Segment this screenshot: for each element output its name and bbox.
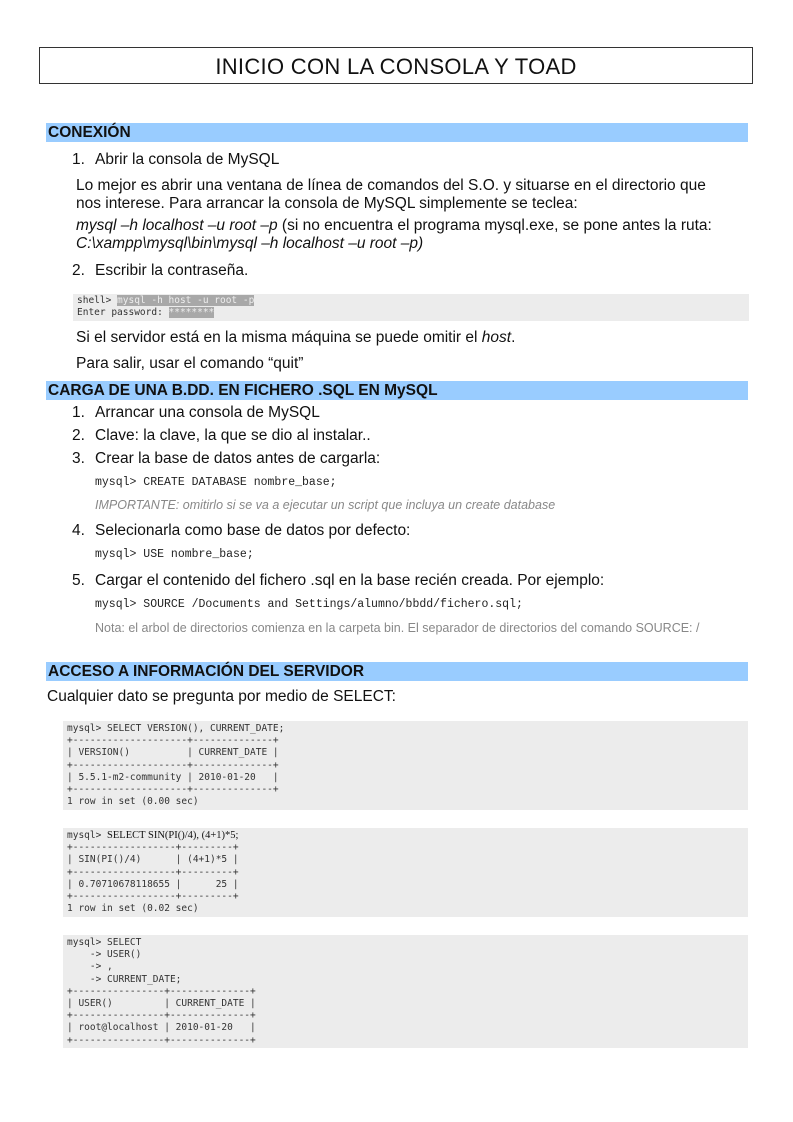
code-block-shell xyxy=(73,294,749,321)
section-header-conexion: CONEXIÓN xyxy=(46,123,748,142)
host-period: . xyxy=(511,329,516,346)
list-item: Escribir la contraseña. xyxy=(95,262,249,279)
code-block-version: mysql> SELECT VERSION(), CURRENT_DATE; +--------------------+--------------+ | VERSION() | CURRENT_DATE | +--------------------+--------------+ | 5.5.1-m2-community | 2010-01-20 | +--------------------+--------------+ 1 row in set (0.00 sec) xyxy=(63,721,748,810)
directory-note: Nota: el arbol de directorios comienza en la carpeta bin. El separador de directorios del comando SOURCE: / xyxy=(95,621,700,635)
list-item: Crear la base de datos antes de cargarla: xyxy=(95,450,381,467)
paragraph-line: nos interese. Para arrancar la consola de MySQL simplemente se teclea: xyxy=(76,195,578,212)
list-item: Cargar el contenido del fichero .sql en la base recién creada. Por ejemplo: xyxy=(95,572,605,589)
command-text: mysql –h localhost –u root –p xyxy=(76,217,278,234)
list-number: 5. xyxy=(72,572,85,589)
sql-command: mysql> CREATE DATABASE nombre_base; xyxy=(95,476,337,489)
list-number: 4. xyxy=(72,522,85,539)
password-prompt: Enter password: xyxy=(77,307,169,319)
section-header-carga: CARGA DE UNA B.DD. EN FICHERO .SQL EN MySQL xyxy=(46,381,748,400)
list-number: 2. xyxy=(72,262,85,279)
section-header-acceso: ACCESO A INFORMACIÓN DEL SERVIDOR xyxy=(46,662,748,681)
list-number: 1. xyxy=(72,404,85,421)
list-number: 2. xyxy=(72,427,85,444)
code-block-sin xyxy=(63,828,748,917)
result-table: +------------------+---------+ | SIN(PI()/4) | (4+1)*5 | +------------------+---------+ | 0.70710678118655 | 25 | +------------------+---------+ 1 row in set (0.02 sec) xyxy=(67,842,239,915)
shell-prompt: shell> xyxy=(77,295,118,306)
paragraph-line xyxy=(76,217,712,235)
shell-command: mysql -h host -u root -p xyxy=(117,295,255,306)
list-number: 3. xyxy=(72,450,85,467)
list-item: Abrir la consola de MySQL xyxy=(95,151,280,168)
password-mask: ******** xyxy=(168,307,215,319)
list-item: Arrancar una consola de MySQL xyxy=(95,404,320,421)
paragraph-line: Lo mejor es abrir una ventana de línea de comandos del S.O. y situarse en el directorio que xyxy=(76,177,706,194)
list-item: Selecionarla como base de datos por defecto: xyxy=(95,522,411,539)
page-title: INICIO CON LA CONSOLA Y TOAD xyxy=(39,47,753,84)
important-note: IMPORTANTE: omitirlo si se va a ejecutar un script que incluya un create database xyxy=(95,498,556,512)
host-text: Si el servidor está en la misma máquina se puede omitir el xyxy=(76,329,482,346)
sql-prompt: mysql> xyxy=(67,830,108,841)
paragraph-line: Para salir, usar el comando “quit” xyxy=(76,355,304,372)
list-number: 1. xyxy=(72,151,85,168)
code-block-user: mysql> SELECT -> USER() -> , -> CURRENT_DATE; +----------------+--------------+ | USER() | CURRENT_DATE | +----------------+--------------+ | root@localhost | 2010-01-20 | +----------------+--------------+ xyxy=(63,935,748,1048)
paragraph-line: Cualquier dato se pregunta por medio de SELECT: xyxy=(47,688,396,705)
paragraph-line xyxy=(76,329,515,347)
command-note: (si no encuentra el programa mysql.exe, se pone antes la ruta: xyxy=(277,217,712,234)
sql-command: mysql> USE nombre_base; xyxy=(95,548,254,561)
sql-command: mysql> SOURCE /Documents and Settings/alumno/bbdd/fichero.sql; xyxy=(95,598,523,611)
host-word: host xyxy=(481,329,512,346)
sql-command: SELECT SIN(PI()/4), (4+1)*5; xyxy=(107,830,239,841)
list-item: Clave: la clave, la que se dio al instalar.. xyxy=(95,427,371,444)
path-line: C:\xampp\mysql\bin\mysql –h localhost –u root –p) xyxy=(76,235,424,252)
